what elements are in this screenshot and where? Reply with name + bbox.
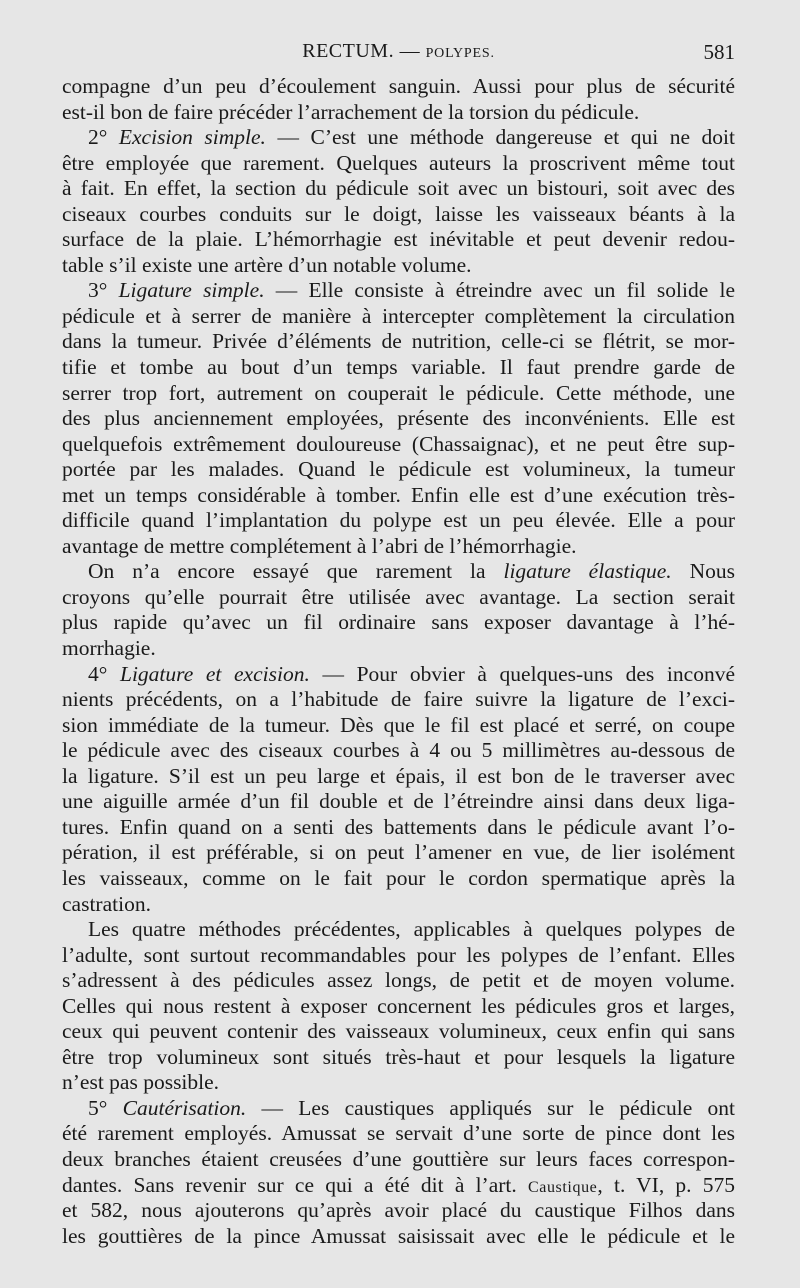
text-line <box>62 815 735 841</box>
line-text: 3° <box>88 278 119 303</box>
line-text: deux branches étaient creusées d’une gouttière sur leurs faces correspon- <box>62 1146 735 1171</box>
text-line <box>62 176 735 202</box>
text-line <box>62 968 735 994</box>
line-text: est-il bon de faire précéder l’arrachement de la torsion du pédicule. <box>62 99 640 124</box>
text-line <box>62 125 735 151</box>
line-text: une aiguille armée d’un fil double et de l’étreindre ainsi dans deux liga- <box>62 789 735 814</box>
line-text: nients précédents, on a l’habitude de faire suivre la ligature de l’exci- <box>62 687 735 712</box>
line-text: le pédicule avec des ciseaux courbes à 4 ou 5 millimètres au-dessous de <box>62 738 735 763</box>
line-text: être trop volumineux sont situés très-haut et pour lesquels la ligature <box>62 1044 735 1069</box>
text-line <box>62 662 735 688</box>
line-text: pédicule et à serrer de manière à intercepter complètement la circulation <box>62 303 735 328</box>
italic-term: ligature élastique. <box>503 559 672 584</box>
line-text: met un temps considérable à tomber. Enfin elle est d’une exécution très- <box>62 482 735 507</box>
text-line <box>62 457 735 483</box>
text-line <box>62 943 735 969</box>
running-title <box>62 40 735 63</box>
line-text: dantes. Sans revenir sur ce qui a été dit à l’art. <box>62 1172 528 1197</box>
line-text: les gouttières de la pince Amussat saisissait avec elle le pédicule et le <box>62 1223 735 1248</box>
text-line <box>62 329 735 355</box>
line-text: tifie et tombe au bout d’un temps variable. Il faut prendre garde de <box>62 355 735 380</box>
line-text: castration. <box>62 891 151 916</box>
text-line <box>62 100 735 126</box>
line-text: Les quatre méthodes précédentes, applicables à quelques polypes de <box>88 917 735 942</box>
text-line <box>62 151 735 177</box>
text-line <box>62 227 735 253</box>
line-text: pération, il est préférable, si on peut l’amener en vue, de lier isolément <box>62 840 735 865</box>
text-line <box>62 253 735 279</box>
running-title-section: POLYPES. <box>425 46 495 61</box>
line-text: portée par les malades. Quand le pédicule est volumineux, la tumeur <box>62 457 735 482</box>
text-line <box>62 1121 735 1147</box>
line-text: compagne d’un peu d’écoulement sanguin. Aussi pour plus de sécurité <box>62 74 735 98</box>
text-line <box>62 1070 735 1096</box>
text-line <box>62 1096 735 1122</box>
line-text: — Pour obvier à quelques-uns des inconvé <box>309 661 735 686</box>
line-text: quelquefois extrêmement douloureuse (Chassaignac), et ne peut être sup- <box>62 431 735 456</box>
italic-term: Ligature et excision. <box>119 661 310 686</box>
text-line <box>62 585 735 611</box>
line-text: été rarement employés. Amussat se servait d’une sorte de pince dont les <box>62 1121 735 1146</box>
text-line <box>62 866 735 892</box>
line-text: tures. Enfin quand on a senti des battements dans le pédicule avant l’o- <box>62 814 735 839</box>
italic-term: Ligature simple. <box>118 278 265 303</box>
text-line <box>62 713 735 739</box>
text-line <box>62 1147 735 1173</box>
line-text: — Elle consiste à étreindre avec un fil solide le <box>264 278 735 303</box>
text-line <box>62 432 735 458</box>
line-text: l’adulte, sont surtout recommandables pour les polypes de l’enfant. Elles <box>62 942 735 967</box>
text-line <box>62 994 735 1020</box>
line-text: table s’il existe une artère d’un notable volume. <box>62 252 472 277</box>
text-line <box>62 202 735 228</box>
text-line <box>62 687 735 713</box>
line-text: morrhagie. <box>62 636 156 661</box>
text-line <box>62 278 735 304</box>
text-line <box>62 508 735 534</box>
text-line <box>62 1045 735 1071</box>
line-text: — C’est une méthode dangereuse et qui ne doit <box>265 125 735 150</box>
line-text: — Les caustiques appliqués sur le pédicule ont <box>246 1095 735 1120</box>
page-number: 581 <box>703 40 735 64</box>
line-text: , t. VI, p. 575 <box>597 1172 736 1197</box>
text-line <box>62 892 735 918</box>
line-text: croyons qu’elle pourrait être utilisée avec avantage. La section serait <box>62 584 735 609</box>
line-text: à fait. En effet, la section du pédicule soit avec un bistouri, soit avec des <box>62 176 735 201</box>
text-line <box>62 610 735 636</box>
running-title-main: RECTUM. — <box>302 40 421 62</box>
text-line <box>62 304 735 330</box>
text-line <box>62 764 735 790</box>
line-text: et 582, nous ajouterons qu’après avoir placé du caustique Filhos dans <box>62 1198 735 1223</box>
text-line <box>62 1198 735 1224</box>
line-text: être employée que rarement. Quelques auteurs la proscrivent même tout <box>62 150 735 175</box>
line-text: 2° <box>88 125 119 150</box>
line-text: plus rapide qu’avec un fil ordinaire sans exposer davantage à l’hé- <box>62 610 735 635</box>
line-text: ceux qui peuvent contenir des vaisseaux volumineux, ceux enfin qui sans <box>62 1019 735 1044</box>
small-caps-term: Caustique <box>527 1178 598 1196</box>
line-text: avantage de mettre complétement à l’abri de l’hémorrhagie. <box>62 533 577 558</box>
text-line <box>62 1224 735 1250</box>
text-line <box>62 917 735 943</box>
text-line <box>62 636 735 662</box>
text-line <box>62 483 735 509</box>
line-text: surface de la plaie. L’hémorrhagie est inévitable et peut devenir redou- <box>62 227 735 252</box>
italic-term: Cautérisation. <box>122 1095 247 1120</box>
line-text: des plus anciennement employées, présente des inconvénients. Elle est <box>62 406 735 431</box>
line-text: difficile quand l’implantation du polype est un peu élevée. Elle a pour <box>62 508 735 533</box>
line-text: Celles qui nous restent à exposer concernent les pédicules gros et larges, <box>62 993 735 1018</box>
italic-term: Excision simple. <box>118 125 266 150</box>
line-text: 5° <box>88 1095 123 1120</box>
line-text: n’est pas possible. <box>62 1070 220 1095</box>
text-line <box>62 355 735 381</box>
body-text <box>62 74 735 1249</box>
text-line <box>62 559 735 585</box>
line-text: s’adressent à des pédicules assez longs, de petit et de moyen volume. <box>62 968 735 993</box>
line-text: ciseaux courbes conduits sur le doigt, laisse les vaisseaux béants à la <box>62 201 735 226</box>
text-line <box>62 840 735 866</box>
running-header <box>62 40 735 66</box>
line-text: Nous <box>671 559 735 584</box>
text-line <box>62 534 735 560</box>
text-line <box>62 381 735 407</box>
line-text: la ligature. S’il est un peu large et épais, il est bon de le traverser avec <box>62 763 735 788</box>
line-text: dans la tumeur. Privée d’éléments de nutrition, celle-ci se flétrit, se mor- <box>62 329 735 354</box>
text-line <box>62 1173 735 1199</box>
text-line <box>62 789 735 815</box>
text-line <box>62 1019 735 1045</box>
line-text: serrer trop fort, autrement on couperait le pédicule. Cette méthode, une <box>62 380 735 405</box>
line-text: sion immédiate de la tumeur. Dès que le fil est placé et serré, on coupe <box>62 712 735 737</box>
line-text: On n’a encore essayé que rarement la <box>88 559 504 584</box>
text-line <box>62 74 735 100</box>
line-text: 4° <box>88 661 120 686</box>
line-text: les vaisseaux, comme on le fait pour le cordon spermatique après la <box>62 865 735 890</box>
text-line <box>62 738 735 764</box>
text-line <box>62 406 735 432</box>
